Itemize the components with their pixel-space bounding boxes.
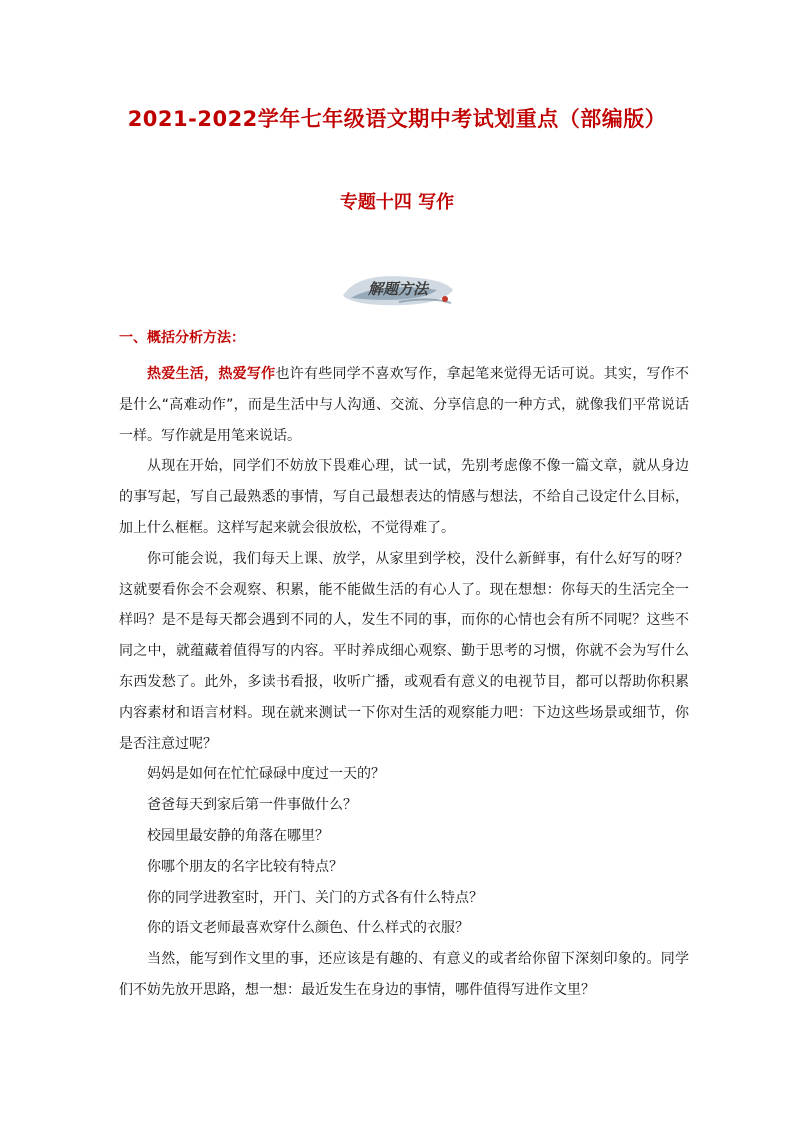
method-banner xyxy=(339,268,457,310)
paragraph-intro xyxy=(119,359,689,451)
question-item: 你的语文老师最喜欢穿什么颜色、什么样式的衣服？ xyxy=(147,920,469,937)
paragraph: 从现在开始，同学们不妨放下畏难心理，试一试，先别考虑像不像一篇文章，就从身边的事写起，写自己最熟悉的事情，写自己最想表达的情感与想法，不给自己设定什么目标，加上什么框框。这样写起来就会很放松，不觉得难了。 xyxy=(119,458,689,536)
topic-subtitle: 专题十四 写作 xyxy=(339,192,455,213)
banner-label: 解题方法 xyxy=(367,280,429,298)
question-item: 爸爸每天到家后第一件事做什么？ xyxy=(147,797,357,814)
question-item: 校园里最安静的角落在哪里？ xyxy=(147,827,329,844)
paragraph: 当然，能写到作文里的事，还应该是有趣的、有意义的或者给你留下深刻印象的。同学们不妨先放开思路，想一想：最近发生在身边的事情，哪件值得写进作文里？ xyxy=(119,951,689,998)
question-item: 妈妈是如何在忙忙碌碌中度过一天的？ xyxy=(147,766,385,783)
question-item: 你哪个朋友的名字比较有特点？ xyxy=(147,858,343,875)
section-heading: 一、概括分析方法： xyxy=(119,330,245,346)
ink-brush-banner-icon xyxy=(339,268,457,310)
highlight-phrase: 热爱生活，热爱写作 xyxy=(147,366,276,382)
question-item: 你的同学进教室时，开门、关门的方式各有什么特点？ xyxy=(147,889,483,906)
document-title: 2021-2022学年七年级语文期中考试划重点（部编版） xyxy=(127,107,667,131)
intro-text: 也许有些同学不喜欢写作，拿起笔来觉得无话可说。其实，写作不是什么“高难动作”，而是生活中与人沟通、交流、分享信息的一种方式，就像我们平常说话一样。写作就是用笔来说话。 xyxy=(119,366,690,444)
body-text xyxy=(119,359,689,1006)
paragraph: 你可能会说，我们每天上课、放学，从家里到学校，没什么新鲜事，有什么好写的呀？这就要看你会不会观察、积累，能不能做生活的有心人了。现在想想：你每天的生活完全一样吗？是不是每天都会遇到不同的人，发生不同的事，而你的心情也会有所不同呢？这些不同之中，就蕴藏着值得写的内容。平时养成细心观察、勤于思考的习惯，你就不会为写什么东西发愁了。此外，多读书看报，收听广播，或观看有意义的电视节目，都可以帮助你积累内容素材和语言材料。现在就来测试一下你对生活的观察能力吧：下边这些场景或细节，你是否注意过呢？ xyxy=(119,550,689,752)
